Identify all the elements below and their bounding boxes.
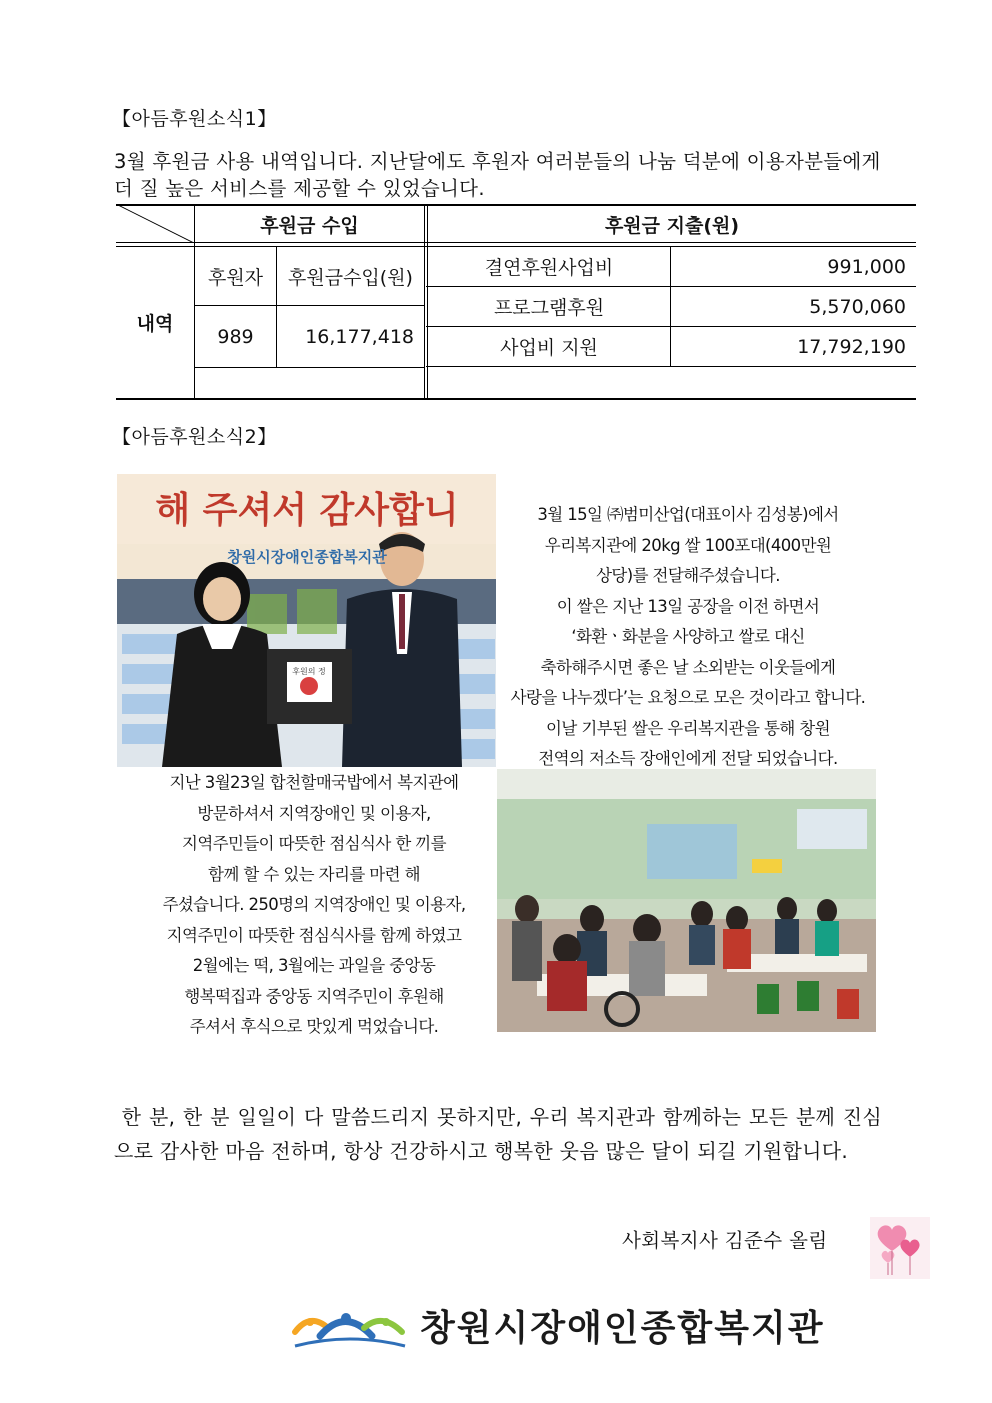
amount-col-header: 후원금수입(원) xyxy=(288,266,413,289)
caption-line: 지역주민이 따뜻한 점심식사를 함께 하였고 xyxy=(166,925,462,945)
caption-line: 2월에는 떡, 3월에는 과일을 중앙동 xyxy=(192,956,436,975)
closing-message xyxy=(114,1100,882,1168)
caption-line: 전역의 저소득 장애인에게 전달 되었습니다. xyxy=(538,749,838,768)
caption-line: 이 쌀은 지난 13일 공장을 이전 하면서 xyxy=(556,596,820,616)
banner-subtext: 창원시장애인종합복지관 xyxy=(227,548,387,566)
rice-donation-illustration xyxy=(117,474,496,767)
expense-item: 결연후원사업비 xyxy=(484,257,614,279)
caption-line: 지난 3월23일 합천할매국밥에서 복지관에 xyxy=(169,773,459,792)
gift-bag-label: 후원의 정 xyxy=(292,667,326,676)
org-logo-icon xyxy=(290,1302,410,1354)
signature: 사회복지사 김준수 올림 xyxy=(622,1229,828,1252)
expense-item: 사업비 지원 xyxy=(500,337,598,359)
caption-line: 3월 15일 ㈜범미산업(대표이사 김성봉)에서 xyxy=(537,505,839,524)
heart-icon xyxy=(870,1217,930,1279)
table-corner-diagonal xyxy=(116,204,194,243)
expense-amount: 17,792,190 xyxy=(797,335,906,358)
hearts-decoration xyxy=(870,1217,930,1279)
lunch-event-caption xyxy=(132,768,496,1043)
org-name: 창원시장애인종합복지관 xyxy=(420,1308,825,1349)
rice-donation-caption xyxy=(499,500,877,775)
caption-line: 행복떡집과 중앙동 지역주민이 후원해 xyxy=(184,986,444,1006)
news1-heading: 【아듬후원소식1】 xyxy=(112,108,277,130)
closing-text: 한 분, 한 분 일일이 다 말씀드리지 못하지만, 우리 복지관과 함께하는 모든 분께 진심으로 감사한 마음 전하며, 항상 건강하시고 행복한 웃음 많은 달이 되길 기원합니다. xyxy=(114,1105,882,1163)
caption-line: ‘화환ㆍ화분을 사양하고 쌀로 대신 xyxy=(571,627,805,646)
donation-table xyxy=(116,204,916,400)
org-logo xyxy=(290,1302,410,1354)
expense-amount: 991,000 xyxy=(827,255,906,278)
caption-line: 축하해주시면 좋은 날 소외받는 이웃들에게 xyxy=(540,657,836,677)
caption-line: 함께 할 수 있는 자리를 마련 해 xyxy=(208,864,420,884)
expense-header: 후원금 지출(원) xyxy=(604,214,740,237)
caption-line: 이날 기부된 쌀은 우리복지관을 통해 창원 xyxy=(546,718,830,738)
banner-text: 해 주셔서 감사합니 xyxy=(155,490,459,531)
news2-heading: 【아듬후원소식2】 xyxy=(112,426,277,448)
dining-hall-illustration xyxy=(497,769,876,1032)
caption-line: 주셔서 후식으로 맛있게 먹었습니다. xyxy=(189,1017,439,1036)
income-header: 후원금 수입 xyxy=(260,214,359,237)
donor-col-header: 후원자 xyxy=(207,266,264,289)
expense-item: 프로그램후원 xyxy=(493,297,605,319)
rice-donation-photo xyxy=(117,474,496,767)
caption-line: 상당)를 전달해주셨습니다. xyxy=(596,566,780,585)
caption-line: 우리복지관에 20kg 쌀 100포대(400만원 xyxy=(544,535,832,555)
donor-count: 989 xyxy=(217,325,254,348)
row-label: 내역 xyxy=(136,313,174,335)
caption-line: 지역주민들이 따뜻한 점심식사 한 끼를 xyxy=(181,834,446,853)
news1-intro: 3월 후원금 사용 내역입니다. 지난달에도 후원자 여러분들의 나눔 덕분에 이용자분들에게 더 질 높은 서비스를 제공할 수 있었습니다. xyxy=(114,150,881,200)
dining-hall-photo xyxy=(497,769,876,1032)
caption-line: 사랑을 나누겠다’는 요청으로 모은 것이라고 합니다. xyxy=(510,688,866,707)
caption-line: 주셨습니다. 250명의 지역장애인 및 이용자, xyxy=(162,895,466,914)
expense-amount: 5,570,060 xyxy=(809,295,906,318)
income-amount: 16,177,418 xyxy=(305,325,414,348)
caption-line: 방문하셔서 지역장애인 및 이용자, xyxy=(197,803,431,823)
